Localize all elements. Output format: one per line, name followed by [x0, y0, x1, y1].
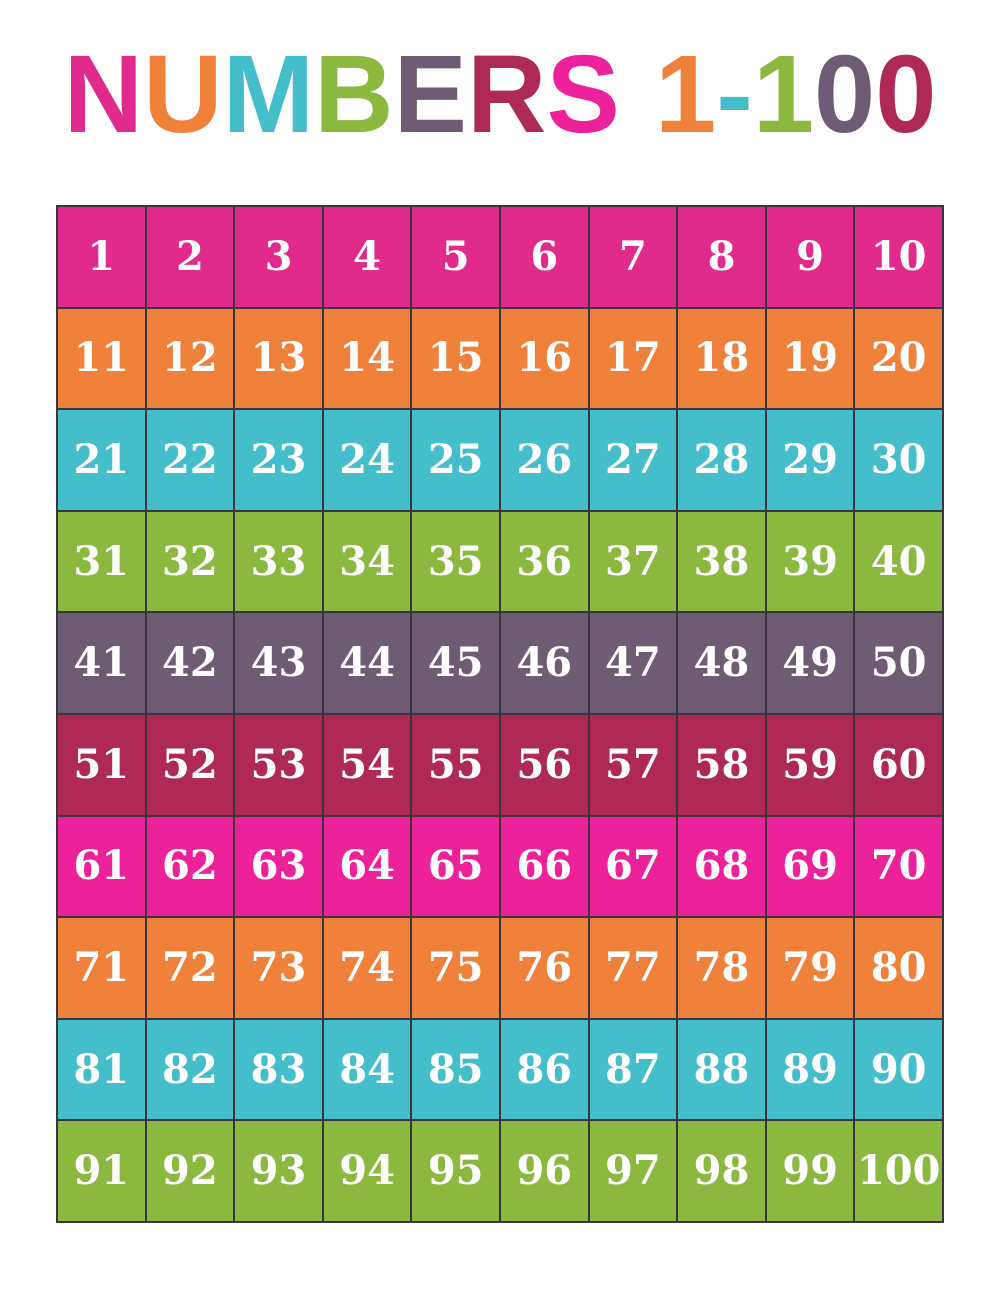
number-cell: 63 [235, 817, 322, 917]
number-cell: 56 [501, 715, 588, 815]
number-cell: 49 [767, 613, 854, 713]
number-cell: 71 [58, 918, 145, 1018]
number-cell: 51 [58, 715, 145, 815]
number-cell: 86 [501, 1020, 588, 1120]
number-cell: 46 [501, 613, 588, 713]
number-cell: 95 [412, 1121, 499, 1221]
title-letter: B [314, 33, 394, 156]
number-cell: 36 [501, 512, 588, 612]
number-cell: 45 [412, 613, 499, 713]
number-cell: 100 [855, 1121, 942, 1221]
number-cell: 25 [412, 410, 499, 510]
number-cell: 37 [590, 512, 677, 612]
number-cell: 5 [412, 207, 499, 307]
number-cell: 79 [767, 918, 854, 1018]
number-cell: 23 [235, 410, 322, 510]
number-cell: 14 [324, 309, 411, 409]
number-cell: 96 [501, 1121, 588, 1221]
number-cell: 42 [147, 613, 234, 713]
number-cell: 60 [855, 715, 942, 815]
number-cell: 52 [147, 715, 234, 815]
number-cell: 3 [235, 207, 322, 307]
number-cell: 28 [678, 410, 765, 510]
number-cell: 27 [590, 410, 677, 510]
number-cell: 77 [590, 918, 677, 1018]
number-cell: 83 [235, 1020, 322, 1120]
number-cell: 61 [58, 817, 145, 917]
number-cell: 26 [501, 410, 588, 510]
number-cell: 33 [235, 512, 322, 612]
number-cell: 43 [235, 613, 322, 713]
title-letter: U [143, 33, 223, 156]
number-cell: 34 [324, 512, 411, 612]
number-cell: 17 [590, 309, 677, 409]
title-letter: E [393, 33, 467, 156]
number-cell: 7 [590, 207, 677, 307]
number-cell: 55 [412, 715, 499, 815]
number-cell: 94 [324, 1121, 411, 1221]
number-cell: 84 [324, 1020, 411, 1120]
number-cell: 41 [58, 613, 145, 713]
number-cell: 93 [235, 1121, 322, 1221]
number-cell: 85 [412, 1020, 499, 1120]
number-cell: 29 [767, 410, 854, 510]
title-letter: 0 [875, 33, 937, 156]
number-cell: 90 [855, 1020, 942, 1120]
number-cell: 91 [58, 1121, 145, 1221]
number-cell: 4 [324, 207, 411, 307]
number-cell: 67 [590, 817, 677, 917]
title-letter: 1 [752, 33, 815, 156]
number-cell: 54 [324, 715, 411, 815]
number-cell: 11 [58, 309, 145, 409]
number-cell: 89 [767, 1020, 854, 1120]
number-cell: 39 [767, 512, 854, 612]
number-cell: 92 [147, 1121, 234, 1221]
title-letter: S [546, 33, 620, 156]
number-cell: 12 [147, 309, 234, 409]
number-cell: 38 [678, 512, 765, 612]
number-cell: 68 [678, 817, 765, 917]
number-cell: 80 [855, 918, 942, 1018]
number-cell: 64 [324, 817, 411, 917]
number-cell: 74 [324, 918, 411, 1018]
number-cell: 31 [58, 512, 145, 612]
number-cell: 98 [678, 1121, 765, 1221]
number-cell: 58 [678, 715, 765, 815]
number-cell: 53 [235, 715, 322, 815]
number-cell: 70 [855, 817, 942, 917]
number-cell: 69 [767, 817, 854, 917]
number-cell: 75 [412, 918, 499, 1018]
number-cell: 2 [147, 207, 234, 307]
title-letter: 0 [814, 33, 876, 156]
number-cell: 30 [855, 410, 942, 510]
number-cell: 44 [324, 613, 411, 713]
number-cell: 22 [147, 410, 234, 510]
number-cell: 81 [58, 1020, 145, 1120]
title-letter: - [716, 33, 753, 156]
hundred-chart-grid [56, 205, 944, 1223]
number-cell: 40 [855, 512, 942, 612]
number-cell: 59 [767, 715, 854, 815]
number-cell: 73 [235, 918, 322, 1018]
title-letter: N [63, 33, 144, 156]
number-cell: 88 [678, 1020, 765, 1120]
number-cell: 66 [501, 817, 588, 917]
number-cell: 50 [855, 613, 942, 713]
number-cell: 65 [412, 817, 499, 917]
number-cell: 47 [590, 613, 677, 713]
number-cell: 76 [501, 918, 588, 1018]
number-cell: 78 [678, 918, 765, 1018]
number-cell: 8 [678, 207, 765, 307]
number-cell: 24 [324, 410, 411, 510]
number-cell: 13 [235, 309, 322, 409]
number-cell: 62 [147, 817, 234, 917]
number-cell: 57 [590, 715, 677, 815]
title-letter: 1 [655, 33, 717, 156]
page-title [0, 33, 1000, 156]
number-cell: 21 [58, 410, 145, 510]
number-cell: 35 [412, 512, 499, 612]
title-letter: R [466, 33, 547, 156]
number-cell: 18 [678, 309, 765, 409]
number-cell: 97 [590, 1121, 677, 1221]
number-cell: 6 [501, 207, 588, 307]
title-letter: M [222, 33, 315, 156]
number-cell: 87 [590, 1020, 677, 1120]
number-cell: 1 [58, 207, 145, 307]
number-cell: 72 [147, 918, 234, 1018]
number-cell: 16 [501, 309, 588, 409]
number-cell: 32 [147, 512, 234, 612]
number-cell: 99 [767, 1121, 854, 1221]
number-cell: 48 [678, 613, 765, 713]
number-cell: 19 [767, 309, 854, 409]
number-cell: 9 [767, 207, 854, 307]
number-cell: 82 [147, 1020, 234, 1120]
number-cell: 20 [855, 309, 942, 409]
number-cell: 15 [412, 309, 499, 409]
number-cell: 10 [855, 207, 942, 307]
